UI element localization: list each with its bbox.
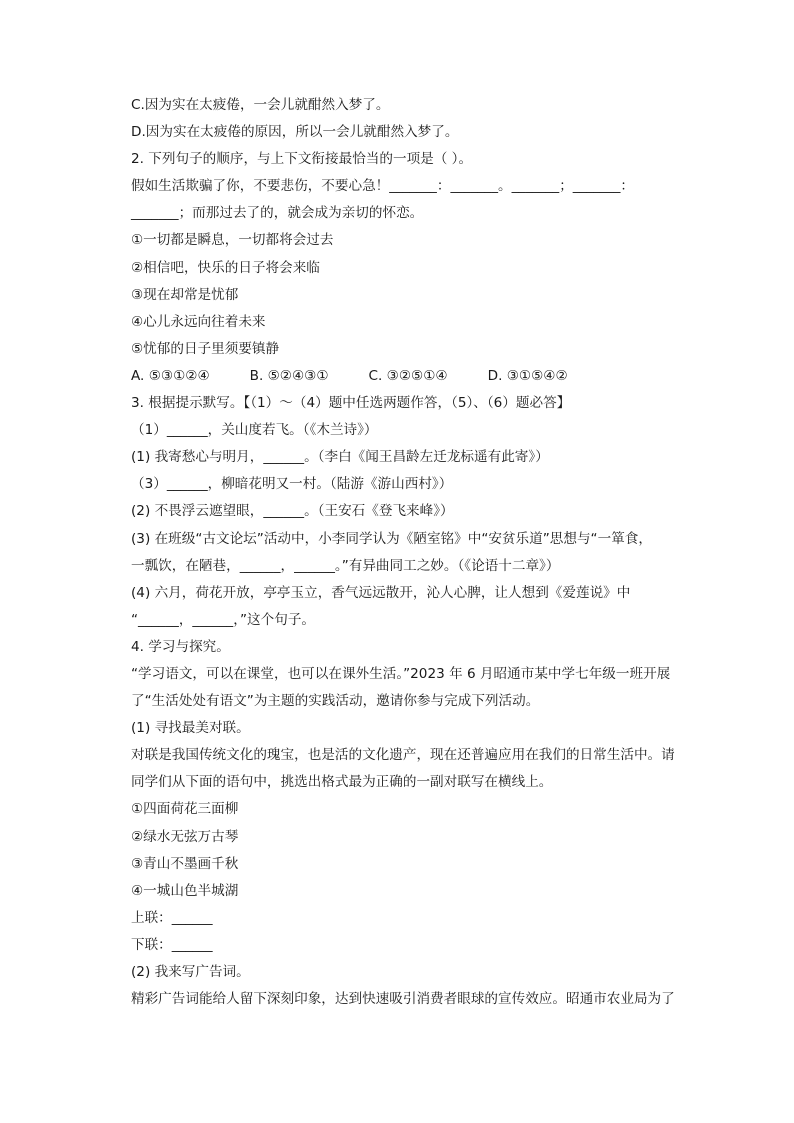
text-line: D.因为实在太疲倦的原因，所以一会儿就酣然入梦了。: [131, 124, 459, 141]
list-item: ⑤忧郁的日子里须要镇静: [131, 340, 280, 357]
text-line: 精彩广告词能给人留下深刻印象，达到快速吸引消费者眼球的宣传效应。昭通市农业局为了: [131, 991, 675, 1008]
option-d: D. ③①⑤④②: [487, 367, 568, 384]
text-line: (1) 我寄愁心与明月，______。（李白《闻王昌龄左迁龙标遥有此寄》）: [131, 449, 549, 466]
text-line: “______，______，”这个句子。: [131, 611, 316, 628]
list-item: ①一切都是瞬息，一切都将会过去: [131, 232, 334, 249]
text-line: 对联是我国传统文化的瑰宝，也是活的文化遗产，现在还普遍应用在我们的日常生活中。请: [131, 747, 675, 764]
list-item: ②绿水无弦万古琴: [131, 828, 239, 845]
document-page: [131, 92, 711, 1013]
list-item: ①四面荷花三面柳: [131, 801, 239, 818]
text-line: _______；而那过去了的，就会成为亲切的怀恋。: [131, 205, 424, 222]
option-b: B. ⑤②④③①: [249, 367, 329, 384]
list-item: ③青山不墨画千秋: [131, 855, 239, 872]
text-line: 假如生活欺骗了你，不要悲伤，不要心急！_______：_______。_______；_______：: [131, 178, 634, 195]
text-line: （1）______，关山度若飞。（《木兰诗》）: [131, 422, 378, 439]
text-line: 上联：______: [131, 909, 213, 926]
text-line: “学习语文，可以在课堂，也可以在课外生活。”2023 年 6 月昭通市某中学七年级一班开展: [131, 665, 671, 682]
text-line: (1) 寻找最美对联。: [131, 720, 250, 737]
question-2-stem: 2. 下列句子的顺序，与上下文衔接最恰当的一项是（ ）。: [131, 151, 473, 168]
list-item: ②相信吧，快乐的日子将会来临: [131, 259, 320, 276]
text-line: 同学们从下面的语句中，挑选出格式最为正确的一副对联写在横线上。: [131, 774, 553, 791]
list-item: ③现在却常是忧郁: [131, 286, 239, 303]
question-3-stem: 3. 根据提示默写。【（1）～（4）题中任选两题作答，（5）、（6）题必答】: [131, 395, 571, 412]
text-line: (2) 不畏浮云遮望眼，______。（王安石《登飞来峰》）: [131, 503, 454, 520]
text-line: 一瓢饮，在陋巷，______，______。”有异曲同工之妙。（《论语十二章》）: [131, 557, 560, 574]
text-line: (2) 我来写广告词。: [131, 964, 250, 980]
text-line: C.因为实在太疲倦，一会儿就酣然入梦了。: [131, 97, 390, 113]
option-c: C. ③②⑤①④: [368, 367, 448, 384]
list-item: ④心儿永远向往着未来: [131, 313, 266, 330]
text-line: (3) 在班级“古文论坛”活动中，小李同学认为《陋室铭》中“安贫乐道”思想与“一箪食，: [131, 530, 652, 547]
text-line: （3）______，柳暗花明又一村。（陆游《游山西村》）: [131, 476, 453, 493]
list-item: ④一城山色半城湖: [131, 882, 239, 899]
option-a: A. ⑤③①②④: [131, 367, 210, 384]
question-4-stem: 4. 学习与探究。: [131, 638, 230, 655]
text-line: 下联：______: [131, 936, 213, 953]
answer-options: [131, 363, 711, 390]
text-line: 了“生活处处有语文”为主题的实践活动，邀请你参与完成下列活动。: [131, 693, 540, 710]
text-line: (4) 六月，荷花开放，亭亭玉立，香气远远散开，沁人心脾，让人想到《爱莲说》中: [131, 584, 631, 601]
